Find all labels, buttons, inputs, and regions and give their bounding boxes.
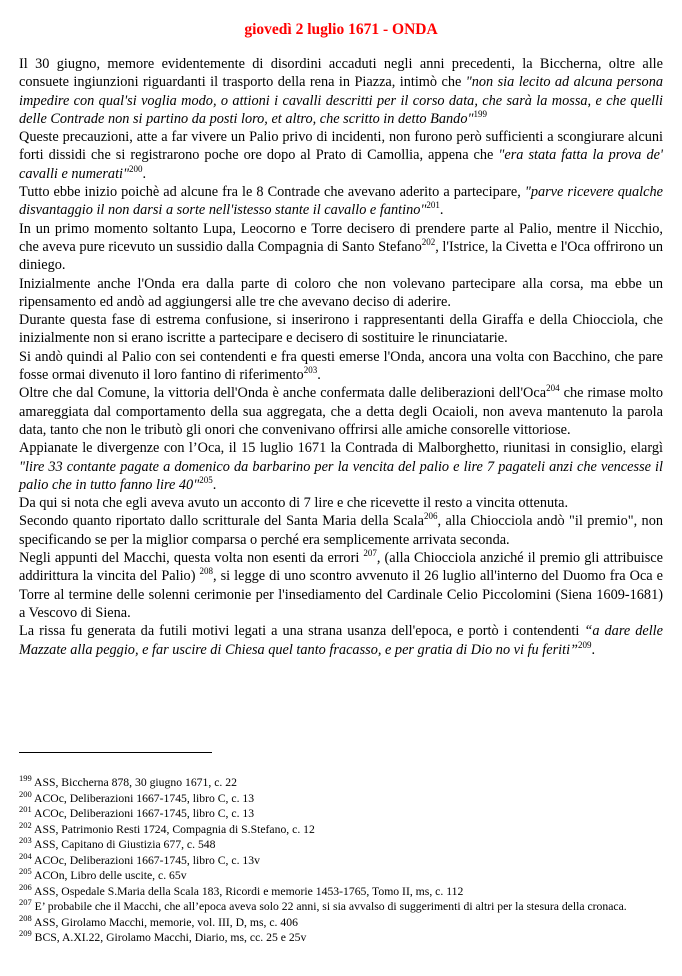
text-run: La rissa fu generata da futili motivi legati a una strana usanza dell'epoca, e portò i contendenti <box>19 623 585 640</box>
footnote-number: 204 <box>19 850 32 861</box>
footnote-ref: 200 <box>129 164 143 175</box>
footnote-number: 209 <box>19 928 32 939</box>
text-run: Appianate le divergenze con l’Oca, il 15 luglio 1671 la Contrada di Malborghetto, riunitasi in consiglio, elargì <box>19 440 663 457</box>
text-run: Da qui si nota che egli aveva avuto un acconto di 7 lire e che ricevette il resto a vincita ottenuta. <box>19 495 569 512</box>
footnote-number: 206 <box>19 881 32 892</box>
footnote-text: ACOn, Libro delle uscite, c. 65v <box>31 869 187 882</box>
footnote-ref: 209 <box>578 639 592 650</box>
text-run: Durante questa fase di estrema confusione, si inserirono i rappresentanti della Giraffa e della Chiocciola, che inizialmente non si erano iscritte a partecipare e decisero di sostituire le rinunciatarie. <box>19 312 663 347</box>
footnote <box>19 930 649 946</box>
paragraph <box>19 384 663 439</box>
footnote-text: ASS, Biccherna 878, 30 giugno 1671, c. 22 <box>31 776 237 789</box>
quotation: “a dare delle Mazzate alla peggio, e far uscire di Chiesa quel tanto fracasso, e per gratia di Dio no vi fu feriti” <box>19 623 663 658</box>
footnote <box>19 819 649 838</box>
text-run: Inizialmente anche l'Onda era dalla parte di coloro che non volevano partecipare alla corsa, ma ebbe un ripensamento ed andò ad aggiungersi alle tre che avevano deciso di aderire. <box>19 275 663 310</box>
text-run: In un primo momento soltanto Lupa, Leocorno e Torre decisero di prendere parte al Palio, mentre il Nicchio, che aveva pure ricevuto un sussidio dalla Compagnia di Santo Stefano <box>19 220 663 255</box>
paragraph <box>19 512 663 549</box>
text-run: Negli appunti del Macchi, questa volta non esenti da errori <box>19 550 364 567</box>
footnote-ref: 199 <box>473 109 487 120</box>
text-run: , alla Chiocciola andò "il premio", non specificando se per la miglior comparsa o perché era semplicemente arrivata seconda. <box>19 513 663 548</box>
paragraph <box>19 494 663 512</box>
footnote <box>19 881 649 900</box>
paragraph <box>19 128 663 183</box>
text-run: . <box>439 202 444 219</box>
text-run: , si legge di uno scontro avvenuto il 26 luglio all'interno del Duomo fra Oca e Torre al termine delle solenni cerimonie per l'insediamento del Cardinale Celio Piccolomini (Siena 1609-1681) a Vescovo di Siena. <box>19 568 663 621</box>
text-run: Oltre che dal Comune, la vittoria dell'Onda è anche confermata dalle deliberazioni dell'Oca <box>19 385 547 402</box>
text-run: . <box>591 641 596 658</box>
footnote <box>19 837 649 853</box>
footnote-number: 199 <box>19 773 32 784</box>
footnote-number: 200 <box>19 788 32 799</box>
footnote-text: ASS, Capitano di Giustizia 677, c. 548 <box>31 838 216 851</box>
quotation: "parve ricevere qualche disvantaggio il non darsi a sorte nell'istesso stante il cavallo e fantino" <box>19 184 663 219</box>
title-date-contrada: 2 luglio 1671 - ONDA <box>295 21 438 38</box>
footnote-text: ACOc, Deliberazioni 1667-1745, libro C, c. 13 <box>31 807 255 820</box>
quotation: "lire 33 contante pagate a domenico da barbarino per la vencita del palio e lire 7 pagateli anzi che vencesse il palio che in tutto fanno lire 40" <box>19 458 663 493</box>
footnote-separator <box>19 752 212 753</box>
paragraph <box>19 622 663 659</box>
text-run: Secondo quanto riportato dallo scritturale del Santa Maria della Scala <box>19 513 424 530</box>
footnote-number: 208 <box>19 912 32 923</box>
text-run: . <box>212 476 217 493</box>
footnote-text: ACOc, Deliberazioni 1667-1745, libro C, c. 13v <box>31 853 260 867</box>
footnote <box>19 912 649 931</box>
paragraph <box>19 439 663 494</box>
footnote-ref: 208 <box>199 566 213 577</box>
footnote-text: ASS, Ospedale S.Maria della Scala 183, Ricordi e memorie 1453-1765, Tomo II, ms, c. 112 <box>31 884 464 898</box>
paragraph <box>19 55 663 128</box>
text-run: . <box>142 165 147 182</box>
footnote-ref: 201 <box>426 200 440 211</box>
footnote-ref: 206 <box>423 511 438 522</box>
paragraph <box>19 183 663 220</box>
footnote-text: ASS, Patrimonio Resti 1724, Compagnia di S.Stefano, c. 12 <box>31 822 315 836</box>
footnote-ref: 204 <box>546 383 560 394</box>
footnote-text: ASS, Girolamo Macchi, memorie, vol. III, D, ms, c. 406 <box>31 915 298 929</box>
footnote-ref: 203 <box>303 365 318 376</box>
footnote-text: BCS, A.XI.22, Girolamo Macchi, Diario, ms, cc. 25 e 25v <box>31 931 307 944</box>
text-run: , l'Istrice, la Civetta e l'Oca offrirono un diniego. <box>19 238 663 274</box>
paragraph <box>19 549 663 622</box>
text-run: Tutto ebbe inizio poichè ad alcune fra le 8 Contrade che avevano aderito a partecipare, <box>19 184 525 201</box>
title-weekday: giovedì <box>244 21 296 38</box>
footnote-text: E’ probabile che il Macchi, che all’epoca aveva solo 22 anni, si sia avvalso di suggerimenti di altri per la stesura della cronaca. <box>31 900 627 913</box>
paragraph <box>19 311 663 348</box>
footnote <box>19 775 649 791</box>
footnote-text: ACOc, Deliberazioni 1667-1745, libro C, c. 13 <box>31 791 255 805</box>
footnotes <box>19 775 649 946</box>
footnote-number: 203 <box>19 835 32 846</box>
footnote-ref: 202 <box>421 237 436 248</box>
body-text <box>19 55 663 659</box>
paragraph <box>19 275 663 312</box>
quotation: "non sia lecito ad alcuna persona impedire con qual'si voglia modo, o attioni i cavalli descritti per il corso data, che sarà la mossa, e che quelli delle Contrade non si partino da posti loro, et altro, che scritto in detto Bando" <box>19 74 663 127</box>
footnote-ref: 205 <box>199 475 213 486</box>
footnote <box>19 806 649 822</box>
footnote <box>19 899 649 915</box>
paragraph <box>19 348 663 385</box>
text-run: Queste precauzioni, atte a far vivere un Palio privo di incidenti, non furono però sufficienti a scongiurare alcuni forti dissidi che si registrarono poche ore dopo al Prato di Camollia, appena che <box>19 129 663 164</box>
footnote-number: 207 <box>19 897 32 908</box>
footnote <box>19 850 649 869</box>
paragraph <box>19 220 663 275</box>
footnote-number: 202 <box>19 819 32 830</box>
page-title <box>0 21 682 39</box>
text-run: Si andò quindi al Palio con sei contendenti e fra questi emerse l'Onda, ancora una volta con Bacchino, che pare fosse ormai divenuto il loro fantino di riferimento <box>19 348 663 384</box>
text-run: , (alla Chiocciola anziché il premio gli attribuisce addirittura la vincita del Palio) <box>19 550 663 585</box>
text-run: che rimase molto amareggiata dal comportamento della sua aggregata, che a detta degli Ocaioli, non aveva mantenuto la parola data, tanto che non le tributò gli onori che convenivano offrirsi alle amiche consorelle vittoriose. <box>19 385 663 438</box>
quotation: "era stata fatta la prova de' cavalli e numerati" <box>19 147 663 182</box>
footnote <box>19 868 649 884</box>
text-run: . <box>317 367 321 384</box>
footnote <box>19 788 649 807</box>
footnote-number: 205 <box>19 866 32 877</box>
footnote-number: 201 <box>19 804 32 815</box>
footnote-ref: 207 <box>363 548 377 559</box>
text-run: Il 30 giugno, memore evidentemente di disordini accaduti negli anni precedenti, la Biccherna, oltre alle consuete ingiunzioni riguardanti il trasporto della rena in Piazza, intimò che <box>19 56 663 91</box>
